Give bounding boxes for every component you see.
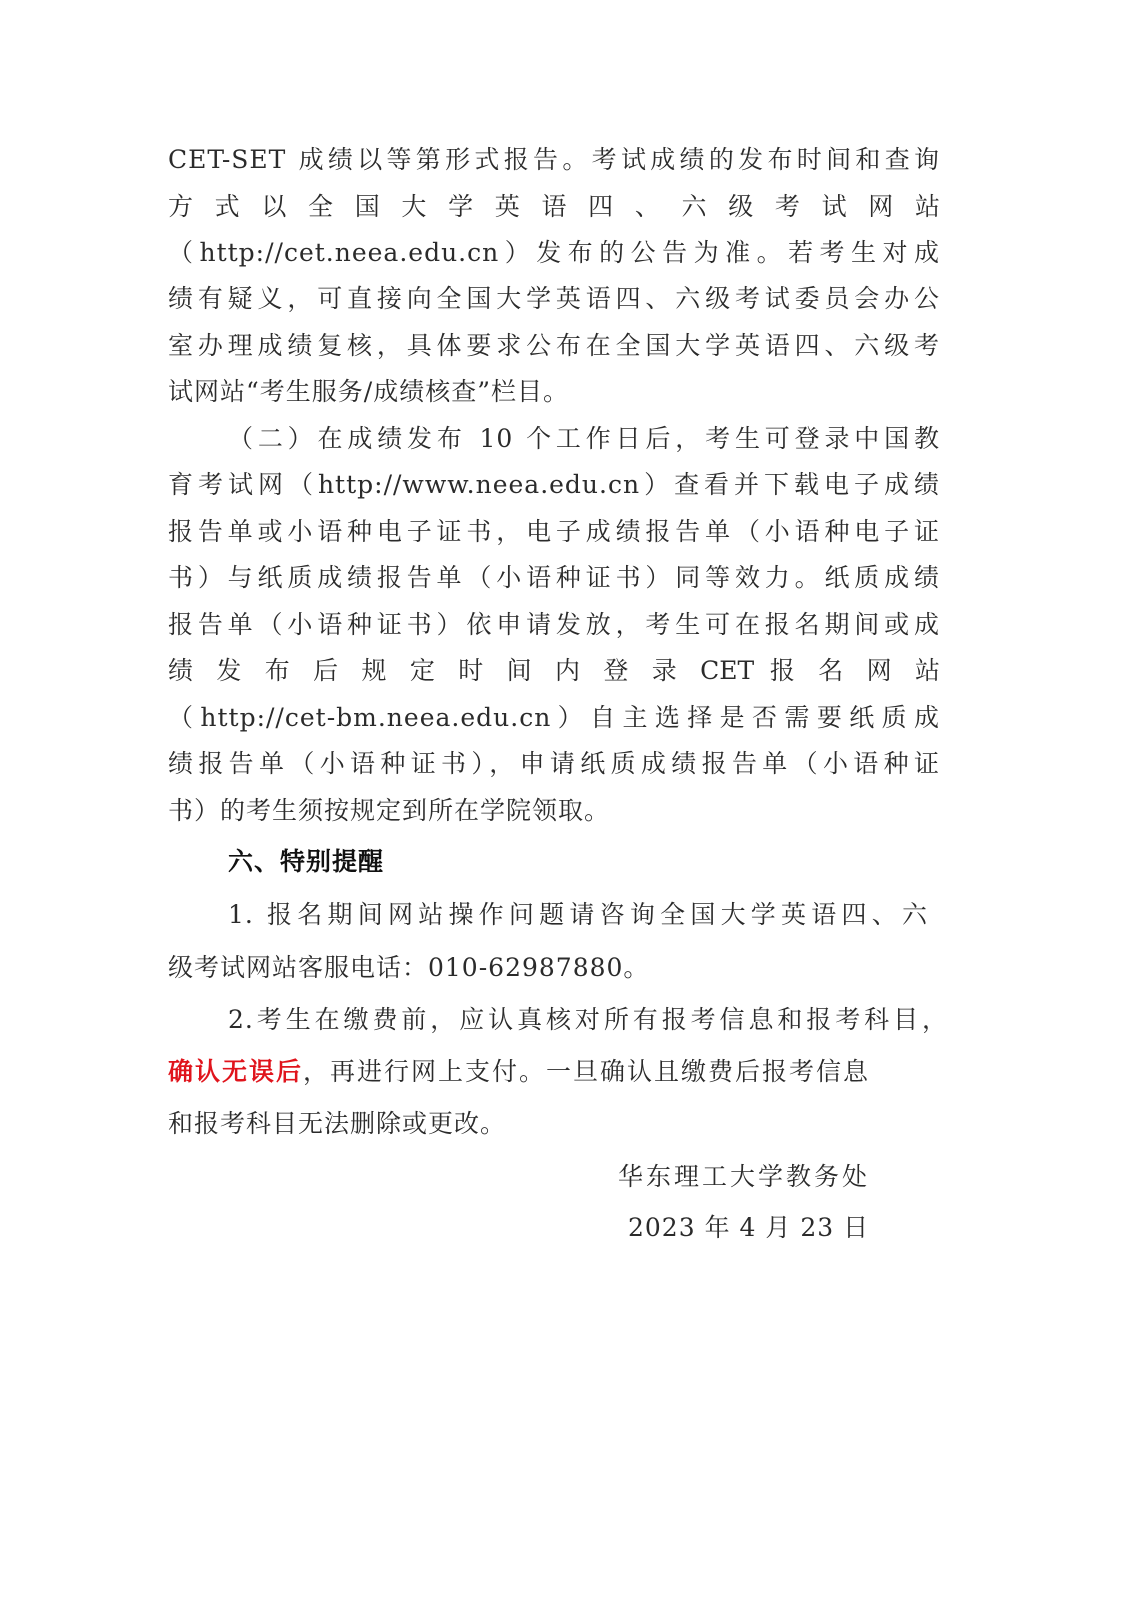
text-line: 书）的考生须按规定到所在学院领取。	[168, 796, 611, 825]
reminder-item-2-line: 2.考生在缴费前，应认真核对所有报考信息和报考科目，	[228, 1005, 948, 1034]
text-line: 绩报告单（小语种证书），申请纸质成绩报告单（小语种证	[168, 749, 940, 778]
section-heading: 六、特别提醒	[228, 847, 385, 876]
reminder-item-2-line	[168, 1052, 940, 1092]
highlight-confirm-text: 确认无误后	[168, 1057, 304, 1086]
text-line: CET-SET 成绩以等第形式报告。考试成绩的发布时间和查询	[168, 145, 940, 174]
text-line: 方 式 以 全 国 大 学 英 语 四 、 六 级 考 试 网 站	[168, 192, 940, 221]
text-line: （http://cet.neea.edu.cn）发布的公告为准。若考生对成	[168, 238, 940, 267]
reminder-item-1-line: 1. 报名期间网站操作问题请咨询全国大学英语四、六	[228, 900, 928, 929]
text-line: 试网站“考生服务/成绩核查”栏目。	[168, 377, 569, 406]
text-line: 绩有疑义，可直接向全国大学英语四、六级考试委员会办公	[168, 284, 940, 313]
reminder-item-1-line: 级考试网站客服电话：010-62987880。	[168, 953, 650, 982]
issuer-name: 华东理工大学教务处	[618, 1162, 871, 1191]
text-line: 室办理成绩复核，具体要求公布在全国大学英语四、六级考	[168, 331, 940, 360]
text-line: 书）与纸质成绩报告单（小语种证书）同等效力。纸质成绩	[168, 563, 940, 592]
text-line: 报告单（小语种证书）依申请发放，考生可在报名期间或成	[168, 610, 940, 639]
issue-date: 2023 年 4 月 23 日	[628, 1213, 870, 1242]
text-span: ，再进行网上支付。一旦确认且缴费后报考信息	[303, 1057, 871, 1086]
text-line: （http://cet-bm.neea.edu.cn）自主选择是否需要纸质成	[168, 703, 940, 732]
text-line: （二）在成绩发布 10 个工作日后，考生可登录中国教	[228, 424, 940, 453]
text-line: 绩 发 布 后 规 定 时 间 内 登 录 CET 报 名 网 站	[168, 656, 940, 685]
text-line: 报告单或小语种电子证书，电子成绩报告单（小语种电子证	[168, 517, 940, 546]
text-line: 育考试网（http://www.neea.edu.cn）查看并下载电子成绩	[168, 470, 940, 499]
reminder-item-2-line: 和报考科目无法删除或更改。	[168, 1109, 507, 1138]
